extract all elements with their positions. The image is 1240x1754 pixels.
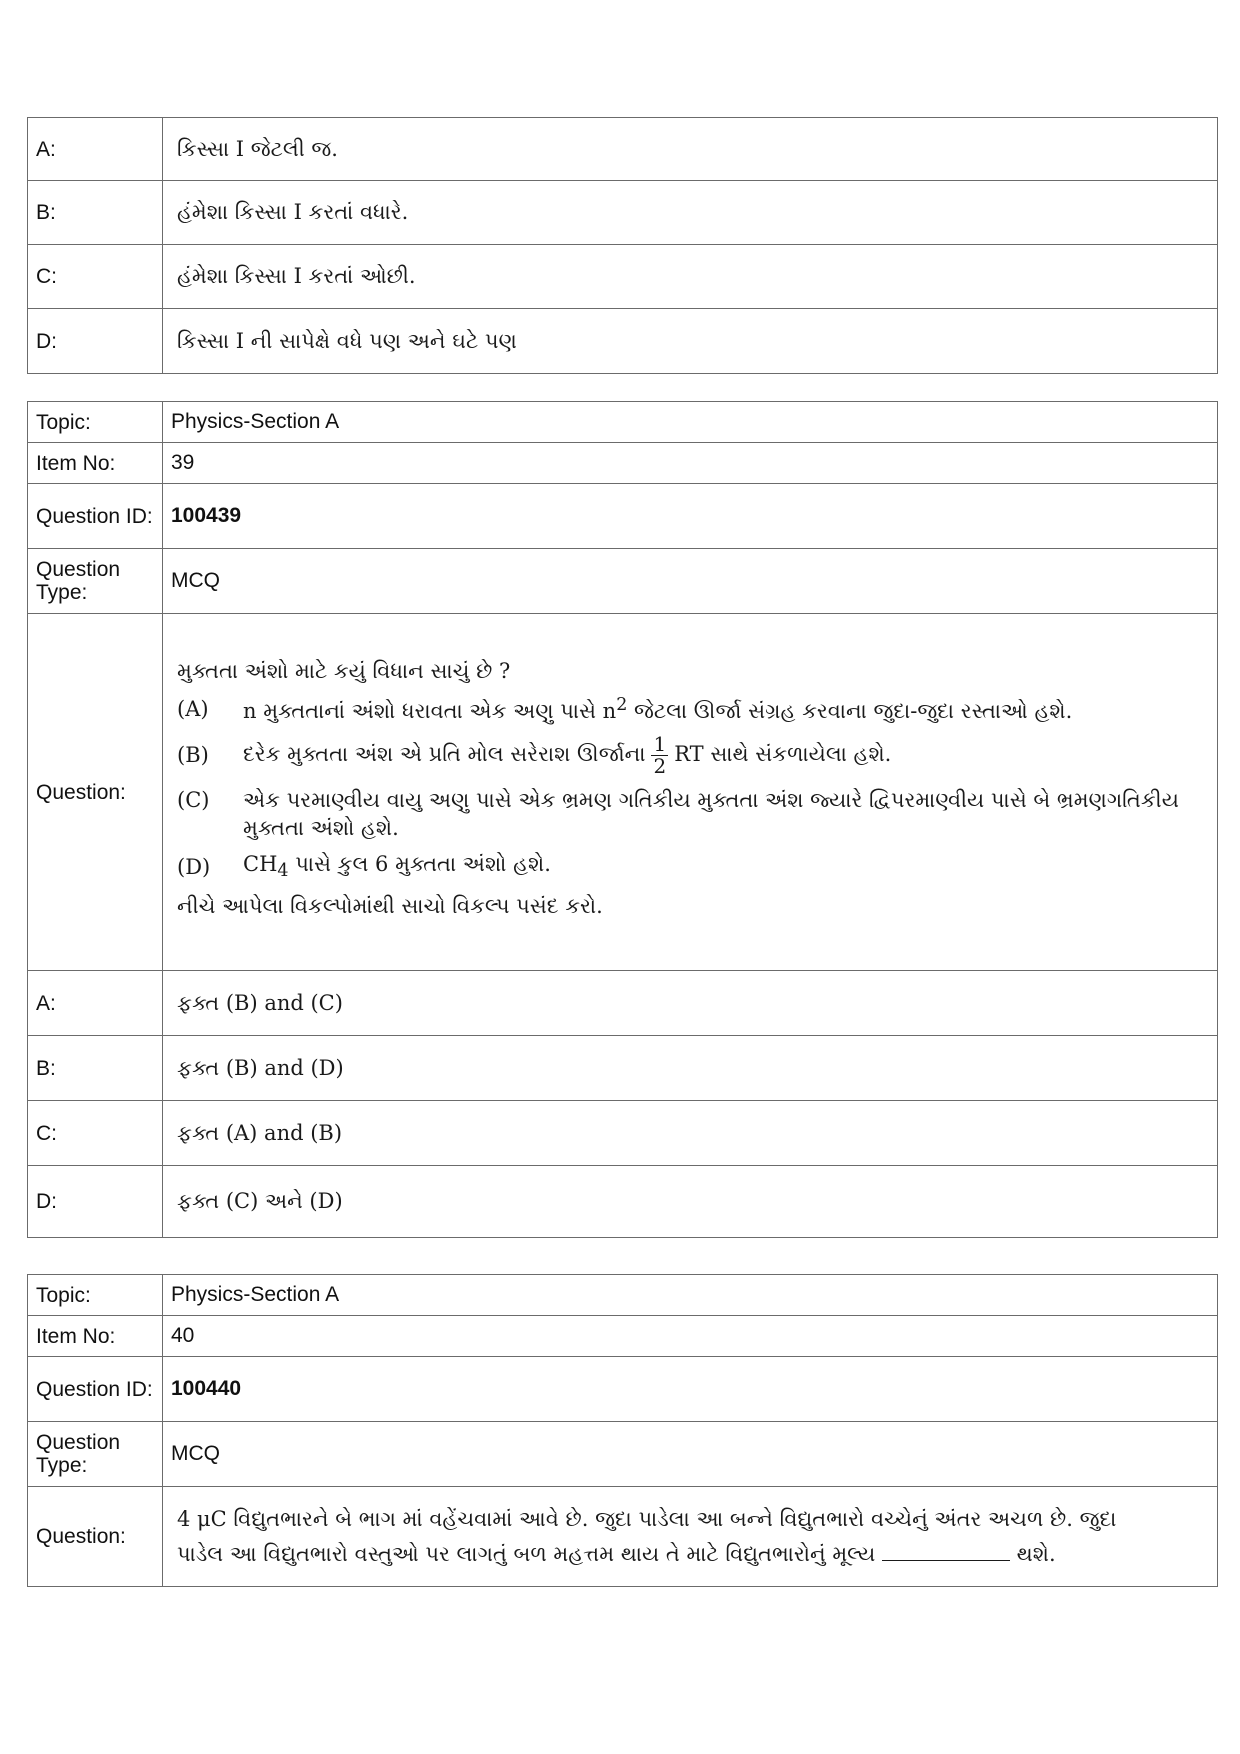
fraction-denominator: 2 <box>653 753 667 778</box>
option-text: ફક્ત (A) and (B) <box>163 1101 1218 1166</box>
option-row <box>28 1101 1218 1166</box>
item-value: 39 <box>163 443 1218 484</box>
question-line-2-end: થશે. <box>1016 1541 1056 1566</box>
option-row <box>28 309 1218 374</box>
statement-a-post: જેટલા ઊર્જા સંગ્રહ કરવાના જુદા-જુદા રસ્તાઓ હશે. <box>627 698 1073 723</box>
question-line-2 <box>177 1541 1209 1567</box>
question-type-row <box>28 549 1218 614</box>
question-label: Question: <box>28 614 163 971</box>
question-id-row <box>28 484 1218 549</box>
statement-tag: (D) <box>177 855 211 880</box>
question-body <box>163 614 1218 971</box>
statement-b-pre: દરેક મુક્તતા અંશ એ પ્રતિ મોલ સરેરાશ ઊર્જાના <box>243 741 646 766</box>
option-text: ફક્ત (B) and (C) <box>163 971 1218 1036</box>
statement-d <box>177 851 1209 883</box>
option-text: કિસ્સા I જેટલી જ. <box>163 118 1218 181</box>
option-label: D: <box>28 309 163 374</box>
prev-options-table <box>27 117 1218 374</box>
item-value: 40 <box>163 1316 1218 1357</box>
question-row <box>28 614 1218 971</box>
question-40-table <box>27 1274 1218 1587</box>
question-id-value: 100440 <box>163 1357 1218 1422</box>
option-row <box>28 181 1218 245</box>
statement-a <box>177 695 1209 724</box>
option-label: B: <box>28 181 163 245</box>
statement-tag: (C) <box>177 787 210 812</box>
option-label: A: <box>28 971 163 1036</box>
question-line-2-text: પાડેલ આ વિદ્યુતભારો વસ્તુઓ પર લાગતું બળ મહત્તમ થાય તે માટે વિદ્યુતભારોનું મૂલ્ય <box>177 1541 876 1566</box>
statement-a-pre: n મુક્તતાનાં અંશો ધરાવતા એક અણુ પાસે n <box>243 698 617 723</box>
topic-value: Physics-Section A <box>163 402 1218 443</box>
question-type-value: MCQ <box>163 1422 1218 1487</box>
statement-text <box>243 731 1209 778</box>
subscript: 4 <box>277 861 289 882</box>
question-id-row <box>28 1357 1218 1422</box>
statement-c-continuation: મુક્તતા અંશો હશે. <box>243 816 399 841</box>
option-row <box>28 1166 1218 1238</box>
question-id-value: 100439 <box>163 484 1218 549</box>
statement-d-post: પાસે કુલ 6 મુક્તતા અંશો હશે. <box>288 852 551 877</box>
question-label: Question: <box>28 1487 163 1587</box>
fraction <box>651 731 668 778</box>
statement-text <box>243 695 1209 724</box>
topic-label: Topic: <box>28 402 163 443</box>
question-39-table <box>27 401 1218 1238</box>
option-label: D: <box>28 1166 163 1238</box>
topic-row <box>28 1275 1218 1316</box>
question-row <box>28 1487 1218 1587</box>
item-label: Item No: <box>28 443 163 484</box>
item-row <box>28 443 1218 484</box>
statement-tag: (B) <box>177 743 209 768</box>
option-row <box>28 245 1218 309</box>
question-line-1: 4 μC વિદ્યુતભારને બે ભાગ માં વહેંચવામાં આવે છે. જુદા પાડેલા આ બન્ને વિદ્યુતભારો વચ્ચેનું અંતર અચળ છે. જુદા <box>177 1507 1117 1532</box>
item-label: Item No: <box>28 1316 163 1357</box>
superscript: 2 <box>616 694 628 715</box>
topic-value: Physics-Section A <box>163 1275 1218 1316</box>
question-type-row <box>28 1422 1218 1487</box>
option-label: C: <box>28 245 163 309</box>
option-row <box>28 1036 1218 1101</box>
statement-c <box>177 787 1209 813</box>
option-label: C: <box>28 1101 163 1166</box>
topic-label: Topic: <box>28 1275 163 1316</box>
question-stem: મુક્તતા અંશો માટે કયું વિધાન સાચું છે ? <box>177 659 511 684</box>
statement-d-pre: CH <box>243 852 278 877</box>
statement-text <box>243 851 1209 883</box>
question-type-value: MCQ <box>163 549 1218 614</box>
option-text: ફક્ત (C) અને (D) <box>163 1166 1218 1238</box>
item-row <box>28 1316 1218 1357</box>
option-label: B: <box>28 1036 163 1101</box>
answer-blank <box>882 1544 1010 1561</box>
question-id-label: Question ID: <box>28 484 163 549</box>
topic-row <box>28 402 1218 443</box>
option-text: ફક્ત (B) and (D) <box>163 1036 1218 1101</box>
option-text: કિસ્સા I ની સાપેક્ષે વધે પણ અને ઘટે પણ <box>163 309 1218 374</box>
question-body <box>163 1487 1218 1587</box>
option-row <box>28 118 1218 181</box>
option-text: હંમેશા કિસ્સા I કરતાં વધારે. <box>163 181 1218 245</box>
question-type-label: Question Type: <box>28 549 163 614</box>
statement-tag: (A) <box>177 697 209 722</box>
option-row <box>28 971 1218 1036</box>
option-label: A: <box>28 118 163 181</box>
statement-text: એક પરમાણ્વીય વાયુ અણુ પાસે એક ભ્રમણ ગતિકીય મુક્તતા અંશ જ્યારે દ્વિપરમાણ્વીય પાસે બે ભ્રમણગતિકીય <box>243 787 1179 812</box>
question-id-label: Question ID: <box>28 1357 163 1422</box>
question-instruction: નીચે આપેલા વિકલ્પોમાંથી સાચો વિકલ્પ પસંદ કરો. <box>177 894 603 919</box>
statement-b-post: RT સાથે સંકળાયેલા હશે. <box>674 741 892 766</box>
question-type-label: Question Type: <box>28 1422 163 1487</box>
option-text: હંમેશા કિસ્સા I કરતાં ઓછી. <box>163 245 1218 309</box>
statement-b <box>177 731 1209 778</box>
fraction-numerator: 1 <box>653 731 667 756</box>
